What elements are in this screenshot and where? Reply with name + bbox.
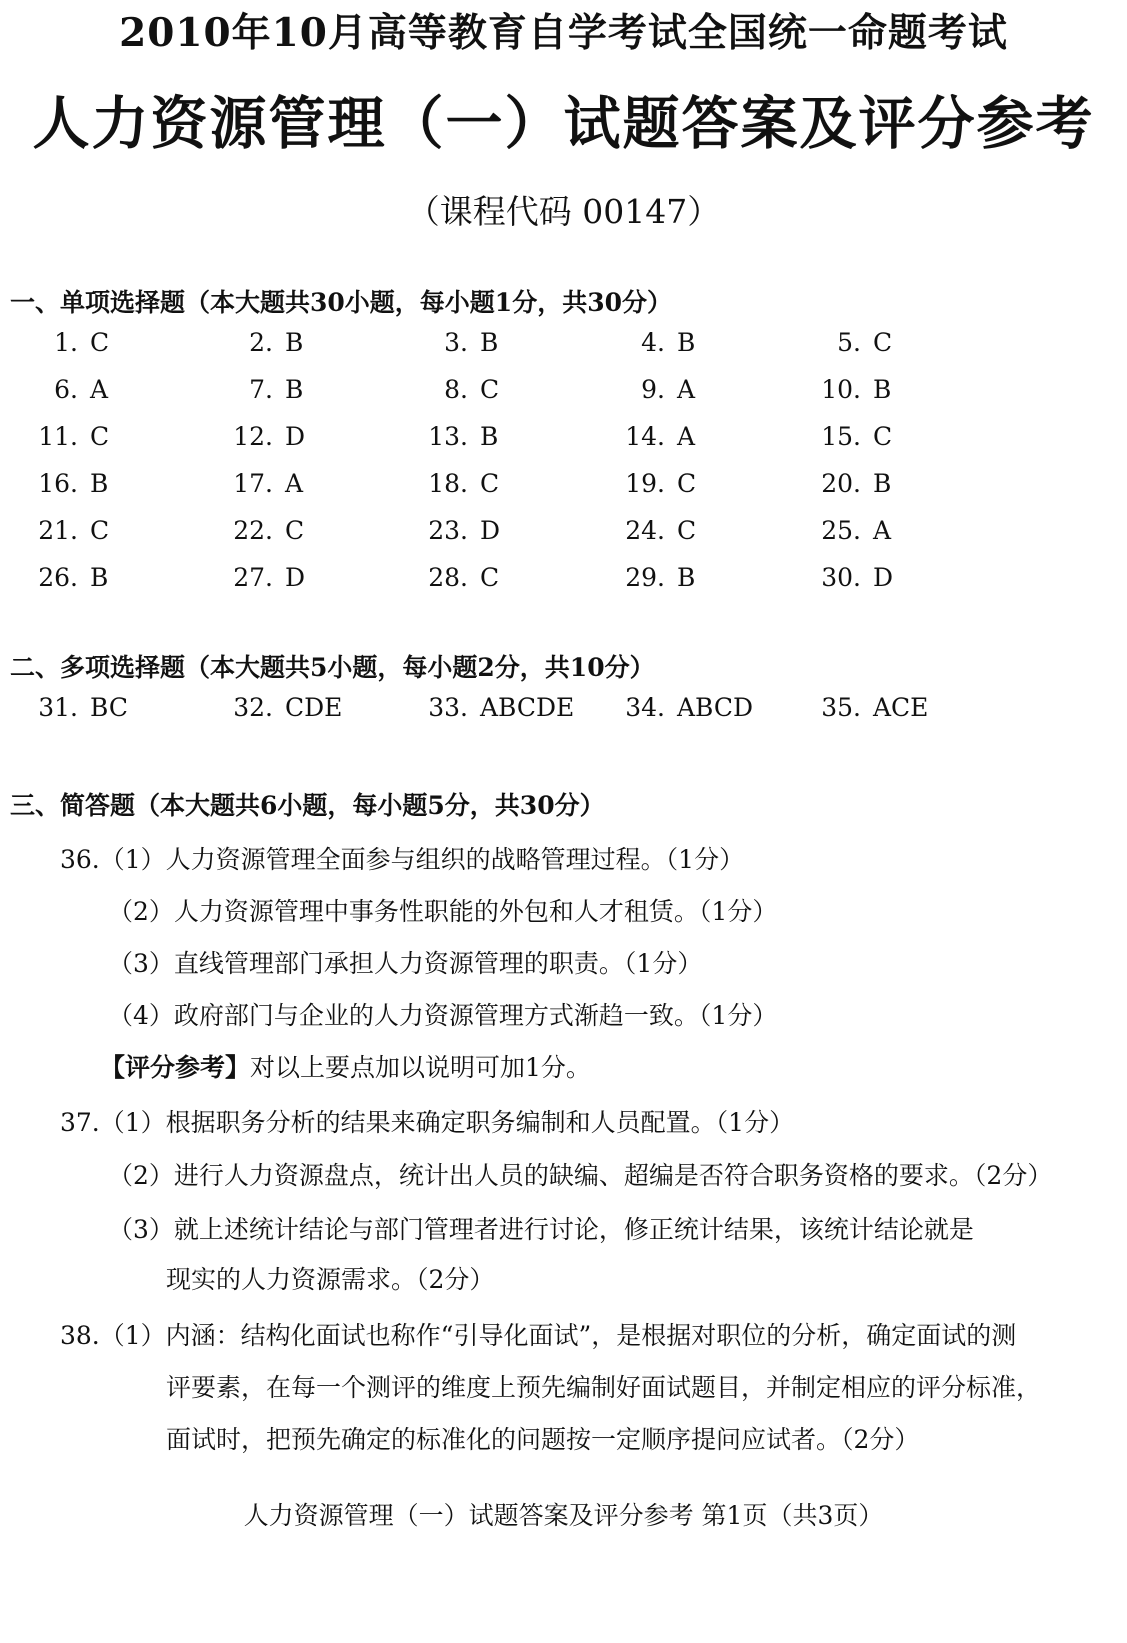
answer-letter: D	[285, 422, 306, 451]
question-number: 15.	[821, 422, 861, 451]
answer-letter: B	[677, 328, 696, 357]
multi-choice-answer-5	[803, 693, 928, 722]
question-number: 30.	[821, 563, 861, 592]
answer-letter: ABCD	[677, 693, 754, 722]
question-number: 34.	[625, 693, 665, 722]
single-choice-answer-9	[607, 375, 695, 404]
answer-letter: D	[285, 563, 306, 592]
section2-title: 二、多项选择题	[10, 653, 186, 682]
answer-letter: C	[480, 375, 500, 404]
answer-letter: BC	[90, 693, 128, 722]
single-choice-answer-3	[410, 328, 498, 357]
single-choice-answer-8	[410, 375, 499, 404]
section1-title: 一、单项选择题	[10, 288, 186, 317]
question-number: 16.	[38, 469, 78, 498]
single-choice-answer-17	[215, 469, 303, 498]
q36-point-3: （3）直线管理部门承担人力资源管理的职责。（1分）	[108, 949, 703, 978]
scoring-reference-text: 对以上要点加以说明可加1分。	[250, 1053, 591, 1082]
question-number: 4.	[641, 328, 665, 357]
answer-letter: C	[677, 516, 697, 545]
answer-letter: B	[285, 375, 304, 404]
answer-letter: B	[90, 469, 109, 498]
question-number: 5.	[837, 328, 861, 357]
multi-choice-answer-2	[215, 693, 342, 722]
section3-heading	[10, 786, 605, 822]
single-choice-answer-4	[607, 328, 695, 357]
answer-letter: C	[873, 328, 893, 357]
question-number: 8.	[444, 375, 468, 404]
answer-letter: C	[90, 516, 110, 545]
answer-letter: A	[677, 422, 696, 451]
answer-letter: C	[677, 469, 697, 498]
answer-letter: D	[480, 516, 501, 545]
q37-point-1: 37.（1）根据职务分析的结果来确定职务编制和人员配置。（1分）	[60, 1108, 795, 1137]
question-number: 23.	[428, 516, 468, 545]
single-choice-answer-16	[20, 469, 108, 498]
single-choice-answer-2	[215, 328, 303, 357]
answer-letter: B	[480, 422, 499, 451]
single-choice-answer-18	[410, 469, 499, 498]
multi-choice-answer-4	[607, 693, 753, 722]
q36-point-4: （4）政府部门与企业的人力资源管理方式渐趋一致。（1分）	[108, 1001, 778, 1030]
single-choice-answer-7	[215, 375, 303, 404]
section3-note: （本大题共6小题，每小题5分，共30分）	[135, 791, 605, 820]
single-choice-answer-26	[20, 563, 108, 592]
question-number: 14.	[625, 422, 665, 451]
multi-choice-answer-1	[20, 693, 128, 722]
question-number: 2.	[249, 328, 273, 357]
single-choice-answer-11	[20, 422, 109, 451]
answer-letter: CDE	[285, 693, 343, 722]
q38-point-1-continued-2: 面试时，把预先确定的标准化的问题按一定顺序提问应试者。（2分）	[166, 1425, 920, 1454]
q36-scoring-note	[100, 1048, 591, 1084]
answer-letter: C	[480, 469, 500, 498]
question-number: 35.	[821, 693, 861, 722]
section1-heading	[10, 283, 672, 319]
single-choice-answer-15	[803, 422, 892, 451]
single-choice-answer-24	[607, 516, 696, 545]
single-choice-answer-23	[410, 516, 500, 545]
single-choice-answer-27	[215, 563, 305, 592]
question-number: 19.	[625, 469, 665, 498]
answer-letter: B	[90, 563, 109, 592]
q36-point-2: （2）人力资源管理中事务性职能的外包和人才租赁。（1分）	[108, 897, 778, 926]
question-number: 6.	[54, 375, 78, 404]
question-number: 10.	[821, 375, 861, 404]
question-number: 28.	[428, 563, 468, 592]
answer-letter: A	[90, 375, 109, 404]
answer-letter: A	[873, 516, 892, 545]
single-choice-answer-22	[215, 516, 304, 545]
q36-point-1: 36.（1）人力资源管理全面参与组织的战略管理过程。（1分）	[60, 845, 745, 874]
q38-point-1: 38.（1）内涵：结构化面试也称作“引导化面试”，是根据对职位的分析，确定面试的测	[60, 1321, 1017, 1350]
question-number: 24.	[625, 516, 665, 545]
answer-letter: C	[285, 516, 305, 545]
document-title: 人力资源管理（一）试题答案及评分参考	[32, 90, 1095, 157]
question-number: 9.	[641, 375, 665, 404]
answer-letter: B	[873, 469, 892, 498]
answer-letter: C	[480, 563, 500, 592]
question-number: 18.	[428, 469, 468, 498]
single-choice-answer-6	[20, 375, 108, 404]
answer-letter: A	[677, 375, 696, 404]
question-number: 1.	[54, 328, 78, 357]
answer-letter: D	[873, 563, 894, 592]
single-choice-answer-25	[803, 516, 891, 545]
single-choice-answer-1	[20, 328, 109, 357]
q37-point-2: （2）进行人力资源盘点，统计出人员的缺编、超编是否符合职务资格的要求。（2分）	[108, 1161, 1053, 1190]
answer-letter: C	[90, 328, 110, 357]
scoring-reference-label: 【评分参考】	[100, 1053, 251, 1082]
question-number: 7.	[249, 375, 273, 404]
question-number: 17.	[233, 469, 273, 498]
course-code: （课程代码 00147）	[406, 192, 721, 231]
question-number: 31.	[38, 693, 78, 722]
single-choice-answer-30	[803, 563, 893, 592]
question-number: 22.	[233, 516, 273, 545]
answer-letter: ABCDE	[480, 693, 575, 722]
section2-note: （本大题共5小题，每小题2分，共10分）	[185, 653, 655, 682]
exam-title: 2010年10月高等教育自学考试全国统一命题考试	[119, 10, 1008, 56]
answer-letter: ACE	[873, 693, 929, 722]
question-number: 33.	[428, 693, 468, 722]
single-choice-answer-19	[607, 469, 696, 498]
single-choice-answer-10	[803, 375, 891, 404]
single-choice-answer-28	[410, 563, 499, 592]
multi-choice-answer-3	[410, 693, 574, 722]
question-number: 25.	[821, 516, 861, 545]
question-number: 11.	[38, 422, 78, 451]
q37-point-3-continued: 现实的人力资源需求。（2分）	[166, 1265, 495, 1294]
single-choice-answer-13	[410, 422, 498, 451]
q38-point-1-continued: 评要素，在每一个测评的维度上预先编制好面试题目，并制定相应的评分标准，	[166, 1373, 1042, 1402]
question-number: 27.	[233, 563, 273, 592]
single-choice-answer-20	[803, 469, 891, 498]
single-choice-answer-21	[20, 516, 109, 545]
answer-letter: B	[285, 328, 304, 357]
question-number: 29.	[625, 563, 665, 592]
answer-letter: B	[480, 328, 499, 357]
answer-letter: B	[873, 375, 892, 404]
answer-letter: C	[90, 422, 110, 451]
single-choice-answer-12	[215, 422, 305, 451]
single-choice-answer-14	[607, 422, 695, 451]
answer-letter: A	[285, 469, 304, 498]
question-number: 26.	[38, 563, 78, 592]
question-number: 13.	[428, 422, 468, 451]
question-number: 21.	[38, 516, 78, 545]
question-number: 12.	[233, 422, 273, 451]
question-number: 3.	[444, 328, 468, 357]
page-footer: 人力资源管理（一）试题答案及评分参考 第1页（共3页）	[243, 1501, 884, 1530]
section3-title: 三、简答题	[10, 791, 136, 820]
section1-note: （本大题共30小题，每小题1分，共30分）	[185, 288, 672, 317]
answer-letter: C	[873, 422, 893, 451]
answer-letter: B	[677, 563, 696, 592]
section2-heading	[10, 648, 655, 684]
single-choice-answer-5	[803, 328, 892, 357]
question-number: 20.	[821, 469, 861, 498]
q37-point-3: （3）就上述统计结论与部门管理者进行讨论，修正统计结果，该统计结论就是	[108, 1215, 974, 1244]
question-number: 32.	[233, 693, 273, 722]
single-choice-answer-29	[607, 563, 695, 592]
